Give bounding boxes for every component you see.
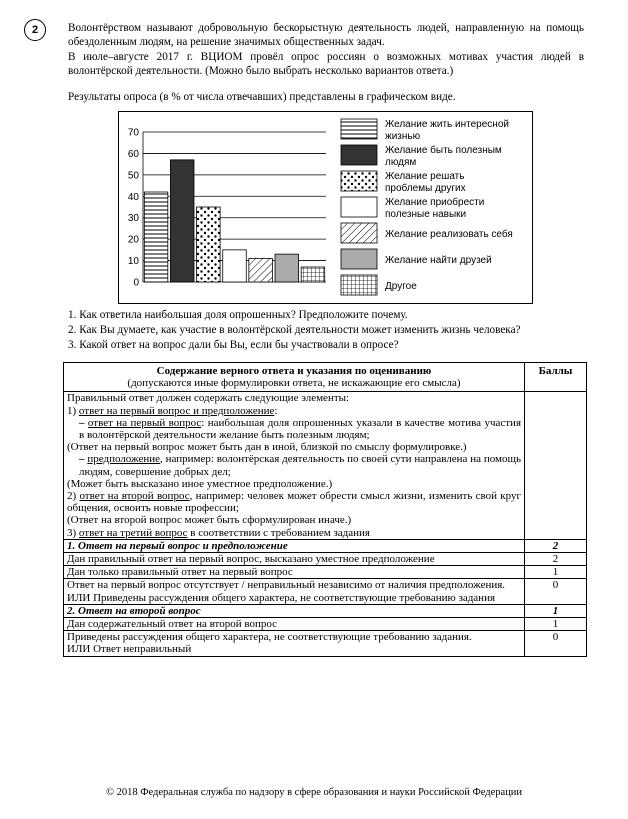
y-axis-ticks [128,128,140,289]
section-title: 1. Ответ на первый вопрос и предположение [64,539,525,552]
bar [223,250,247,282]
answer-line: (Может быть высказано иное уместное предположение.) [67,477,333,490]
header-score: Баллы [525,363,587,392]
question-number-badge: 2 [24,19,46,41]
criteria-text: Дан правильный ответ на первый вопрос, высказано уместное предположение [64,553,525,566]
intro-paragraph-1: Волонтёрством называют добровольную бескорыстную деятельность людей, направленную на помощь обездоленным людям, на решение значимых общественных задач. [68,22,584,48]
criteria-row [64,631,587,656]
table-header-row [64,363,587,392]
legend-swatch [341,145,377,165]
y-tick-label: 10 [127,256,139,268]
legend-swatch [341,119,377,139]
legend-swatch [341,275,377,295]
bar [197,207,221,282]
criteria-line: ИЛИ Ответ неправильный [67,643,192,656]
legend-label: Желание быть полезным людям [385,145,502,168]
answer-line: 1) ответ на первый вопрос и предположение: [67,404,278,417]
legend-label: Другое [385,281,417,292]
answer-line: Правильный ответ должен содержать следующие элементы: [67,392,350,405]
legend-label: Желание решать проблемы других [385,171,466,194]
criteria-score: 2 [525,553,587,566]
answer-line: 3) ответ на третий вопрос в соответствии с требованием задания [67,526,370,539]
header-main: Содержание верного ответа и указания по оцениванию [156,365,432,377]
criteria-row [64,566,587,579]
bar [275,254,299,282]
footer-copyright: © 2018 Федеральная служба по надзору в сфере образования и науки Российской Федерации [105,787,523,798]
criteria-score: 1 [525,566,587,579]
legend-label: Желание найти друзей [385,255,492,266]
legend-label: Желание приобрести полезные навыки [385,197,485,220]
question-3: 3. Какой ответ на вопрос дали бы Вы, если бы участвовали в опросе? [68,339,399,351]
criteria-score: 1 [525,618,587,631]
criteria-text [64,579,525,604]
section-row [64,604,587,617]
criteria-line: Ответ на первый вопрос отсутствует / неправильный независимо от наличия предположения. [67,579,506,592]
criteria-score: 0 [525,631,587,656]
criteria-score: 0 [525,579,587,604]
legend-swatch [341,197,377,217]
answer-line: – предположение, например: волонтёрская деятельность по своей сути направлена на помощь людям, совершение добрых дел; [79,453,521,478]
y-tick-label: 20 [127,234,139,246]
y-tick-label: 60 [127,148,139,160]
answer-line: (Ответ на первый вопрос может быть дан в иной, близкой по смыслу формулировке.) [67,441,467,454]
criteria-text [64,631,525,656]
bar [170,160,194,282]
answer-content [64,392,525,539]
y-tick-label: 0 [133,277,139,289]
criteria-text: Дан только правильный ответ на первый вопрос [64,566,525,579]
answer-line: – ответ на первый вопрос: наибольшая доля опрошенных указали в качестве мотива участия в волонтёрской деятельности желание быть полезным людям; [79,416,521,442]
bar [249,258,273,282]
section-title: 2. Ответ на второй вопрос [64,604,525,617]
bar [144,192,168,282]
section-score: 1 [525,604,587,617]
section-row [64,539,587,552]
assessment-table [63,362,587,657]
y-tick-label: 40 [127,191,139,203]
chart-canvas [119,112,534,305]
survey-chart [118,111,533,304]
legend-label: Желание жить интересной жизнью [385,119,509,142]
answer-content-row [64,392,587,539]
criteria-line: ИЛИ Приведены рассуждения общего характера, не соответствующие требованию задания [67,591,496,604]
section-score: 2 [525,539,587,552]
chart-legend [341,119,513,295]
criteria-text: Дан содержательный ответ на второй вопрос [64,618,525,631]
bar [301,267,325,282]
legend-swatch [341,171,377,191]
legend-label: Желание реализовать себя [385,229,513,240]
question-2: 2. Как Вы думаете, как участие в волонтёрской деятельности может изменить жизнь человека? [68,324,521,336]
intro-paragraph-3: Результаты опроса (в % от числа отвечавших) представлены в графическом виде. [68,91,456,103]
y-tick-label: 50 [127,170,139,182]
y-tick-label: 30 [127,213,139,225]
legend-swatch [341,249,377,269]
criteria-row [64,618,587,631]
criteria-line: Приведены рассуждения общего характера, не соответствующие требованию задания. [67,631,472,644]
chart-bars [144,160,324,282]
intro-paragraph-2: В июле–августе 2017 г. ВЦИОМ провёл опрос россиян о возможных мотивах участия людей в волонтёрской деятельности. (Можно было выбрать несколько вариантов ответа.) [68,51,584,77]
criteria-row [64,579,587,604]
header-sub: (допускаются иные формулировки ответа, не искажающие его смысла) [127,377,461,390]
criteria-row [64,553,587,566]
legend-swatch [341,223,377,243]
answer-line: (Ответ на второй вопрос может быть сформулирован иначе.) [67,514,352,527]
answer-line: 2) ответ на второй вопрос, например: человек может обрести смысл жизни, изменить свой круг общения, освоить новые профессии; [67,490,522,515]
y-tick-label: 70 [127,127,139,139]
answer-score-cell [525,392,587,539]
question-1: 1. Как ответила наибольшая доля опрошенных? Предположите почему. [68,309,408,321]
